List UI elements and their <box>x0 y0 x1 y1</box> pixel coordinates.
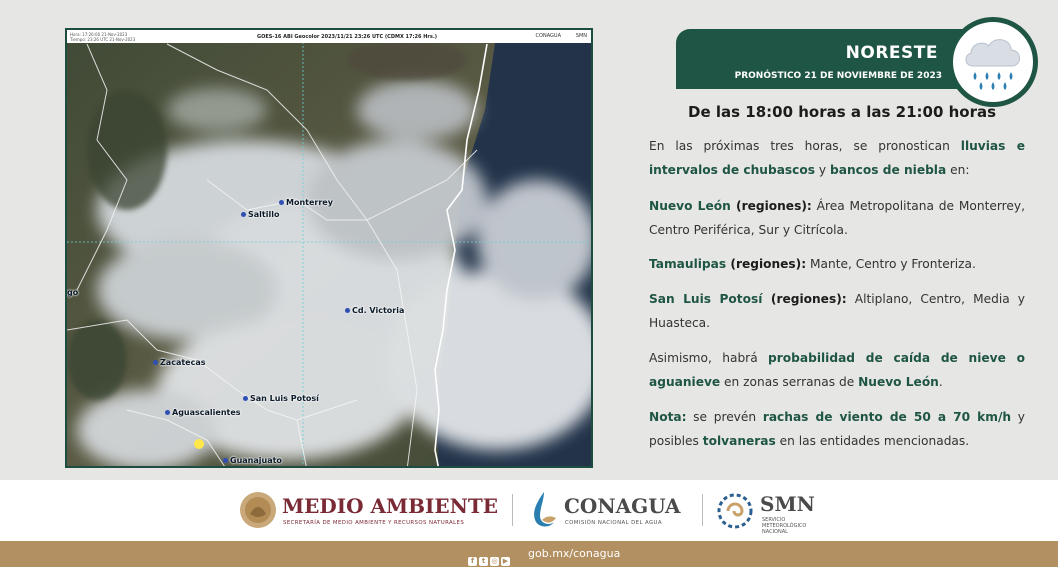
city-aguascalientes: Aguascalientes <box>165 408 241 417</box>
divider <box>702 494 703 526</box>
semarnat-subtitle: SECRETARÍA DE MEDIO AMBIENTE Y RECURSOS NATURALES <box>283 520 465 526</box>
city-saltillo: Saltillo <box>241 210 279 219</box>
forecast-san-luis-potosi: San Luis Potosí (regiones): Altiplano, Centro, Media y Huasteca. <box>649 292 1025 330</box>
mexico-seal-icon <box>238 490 278 530</box>
satellite-header <box>67 30 591 43</box>
facebook-icon[interactable]: f <box>468 557 477 566</box>
forecast-nuevo-leon: Nuevo León (regiones): Área Metropolitana de Monterrey, Centro Periférica, Sur y Citrícola. <box>649 199 1025 237</box>
satellite-map <box>67 30 593 468</box>
city-edge-label: go <box>67 288 79 297</box>
region-title: NORESTE <box>845 43 938 63</box>
region-banner <box>676 29 972 89</box>
city-marker-icon <box>241 212 246 217</box>
forecast-note: Nota: se prevén rachas de viento de 50 a 70 km/h y posibles tolvaneras en las entidades mencionadas. <box>649 410 1026 448</box>
divider <box>512 494 513 526</box>
satellite-header-left-2: Tiempo: 23:26 UTC 21-Nov-2023 <box>70 37 136 42</box>
city-zacatecas: Zacatecas <box>153 358 206 367</box>
city-marker-icon <box>345 308 350 313</box>
footer-bar <box>0 541 1058 567</box>
rain-cloud-icon <box>961 32 1025 94</box>
city-monterrey: Monterrey <box>279 198 333 207</box>
city-marker-icon <box>243 396 248 401</box>
time-range: De las 18:00 horas a las 21:00 horas <box>688 103 997 121</box>
instagram-icon[interactable]: ◎ <box>491 557 498 565</box>
footer-logos <box>0 480 1058 541</box>
satellite-header-conagua: CONAGUA <box>535 33 561 39</box>
social-links <box>468 548 512 567</box>
forecast-intro: En las próximas tres horas, se pronostican lluvias e intervalos de chubascos y bancos de niebla en: <box>649 139 1025 177</box>
conagua-subtitle: COMISIÓN NACIONAL DEL AGUA <box>565 520 662 526</box>
conagua-drop-icon <box>528 490 560 530</box>
conagua-title: CONAGUA <box>564 494 681 518</box>
twitter-icon[interactable]: t <box>479 557 488 566</box>
city-san-luis-potosi: San Luis Potosí <box>243 394 319 403</box>
satellite-header-smn: SMN <box>575 33 587 39</box>
satellite-header-title: GOES-16 ABI Geocolor 2023/11/21 23:26 UTC (CDMX 17:26 Hrs.) <box>257 34 438 40</box>
forecast-date: PRONÓSTICO 21 DE NOVIEMBRE DE 2023 <box>734 71 942 81</box>
city-marker-icon <box>153 360 158 365</box>
forecast-snow: Asimismo, habrá probabilidad de caída de nieve o aguanieve en zonas serranas de Nuevo León. <box>649 351 1025 389</box>
city-marker-icon <box>279 200 284 205</box>
city-victoria: Cd. Victoria <box>345 306 404 315</box>
smn-title: SMN <box>760 492 815 516</box>
satellite-header-left-1: Hora: 17:26:00 21-Nov-2023 <box>70 32 128 37</box>
city-marker-icon <box>223 458 228 463</box>
smn-sun-icon <box>716 492 754 530</box>
semarnat-title: MEDIO AMBIENTE <box>282 494 499 518</box>
smn-subtitle: SERVICIO METEOROLÓGICO NACIONAL <box>762 517 807 535</box>
website-link[interactable]: gob.mx/conagua <box>528 547 621 560</box>
city-marker-icon <box>165 410 170 415</box>
weather-badge <box>948 17 1038 107</box>
city-guanajuato: Guanajuato <box>223 456 282 465</box>
satellite-image <box>65 28 593 468</box>
youtube-icon[interactable]: ▶ <box>502 557 509 565</box>
forecast-tamaulipas: Tamaulipas (regiones): Mante, Centro y Fronteriza. <box>649 257 976 271</box>
